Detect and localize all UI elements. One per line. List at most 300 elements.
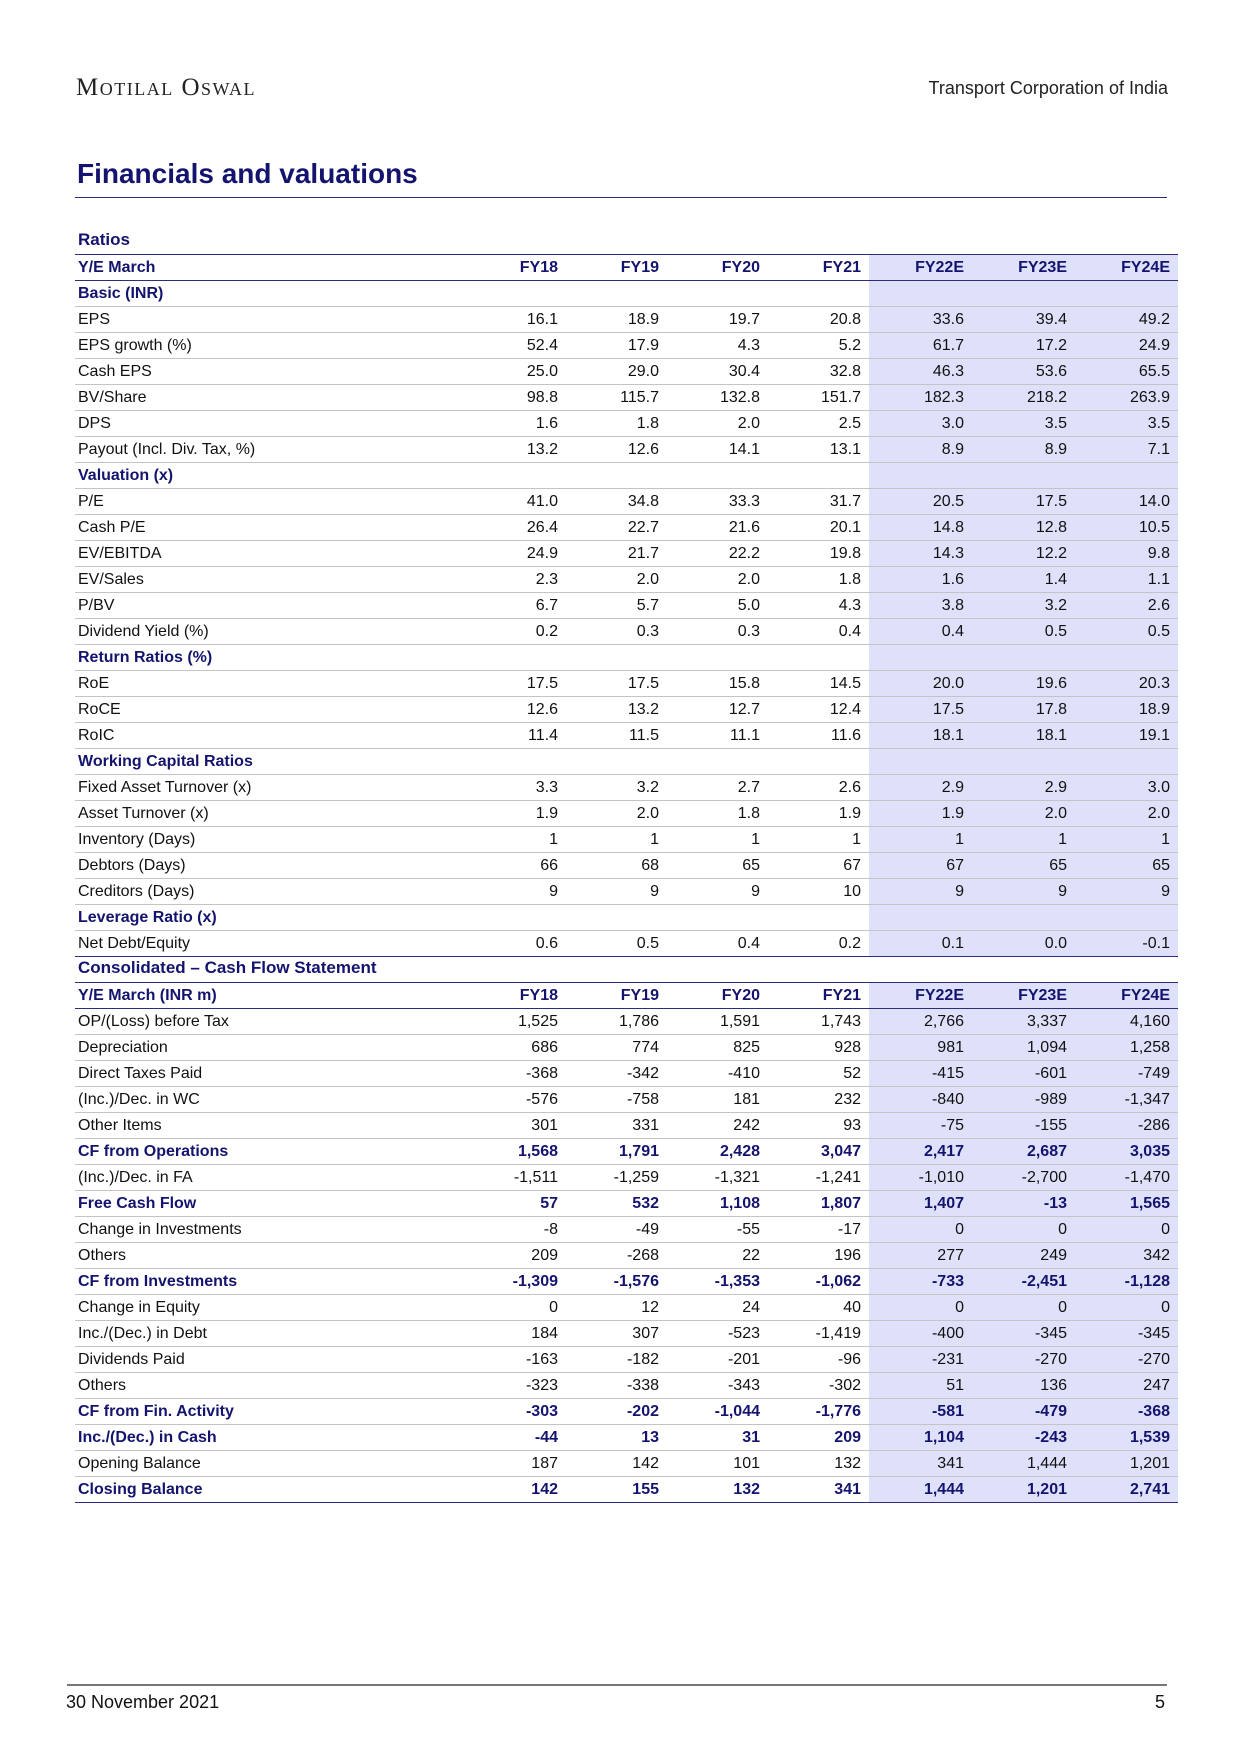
cell-fy22e: 1.6	[869, 567, 972, 593]
cell-fy23e: 12.8	[972, 515, 1075, 541]
table-row	[75, 307, 1178, 333]
cell-fy20: 31	[667, 1425, 768, 1451]
table-row	[75, 567, 1178, 593]
row-label: Change in Equity	[75, 1295, 465, 1321]
cell-fy20: -55	[667, 1217, 768, 1243]
cell-fy22e: 2,766	[869, 1009, 972, 1035]
row-label: Free Cash Flow	[75, 1191, 465, 1217]
row-label: Debtors (Days)	[75, 853, 465, 879]
cell-fy21: 67	[768, 853, 869, 879]
cell-fy23e: -155	[972, 1113, 1075, 1139]
cell-fy24e: 247	[1075, 1373, 1178, 1399]
cell-fy24e: -0.1	[1075, 931, 1178, 957]
table-row	[75, 1451, 1178, 1477]
cell-fy24e: 10.5	[1075, 515, 1178, 541]
cell-fy18: 57	[465, 1191, 566, 1217]
table-row	[75, 1191, 1178, 1217]
cell-fy22e: -400	[869, 1321, 972, 1347]
cell-fy20: 4.3	[667, 333, 768, 359]
cell-fy22e: 14.3	[869, 541, 972, 567]
cell-fy21: 5.2	[768, 333, 869, 359]
cell-fy21: 13.1	[768, 437, 869, 463]
row-label: OP/(Loss) before Tax	[75, 1009, 465, 1035]
cell-fy23e	[972, 905, 1075, 931]
cell-fy20: -343	[667, 1373, 768, 1399]
table-row	[75, 671, 1178, 697]
cell-fy21: 32.8	[768, 359, 869, 385]
cell-fy24e	[1075, 281, 1178, 307]
table-row	[75, 541, 1178, 567]
cell-fy19: -338	[566, 1373, 667, 1399]
cell-fy21: 31.7	[768, 489, 869, 515]
cell-fy20: 30.4	[667, 359, 768, 385]
table-row	[75, 437, 1178, 463]
cell-fy22e: 3.8	[869, 593, 972, 619]
row-label: Dividend Yield (%)	[75, 619, 465, 645]
cell-fy21: -96	[768, 1347, 869, 1373]
cell-fy21: 52	[768, 1061, 869, 1087]
row-label: Opening Balance	[75, 1451, 465, 1477]
cell-fy18	[465, 645, 566, 671]
row-label: Others	[75, 1373, 465, 1399]
cell-fy18: 26.4	[465, 515, 566, 541]
cell-fy19: 3.2	[566, 775, 667, 801]
cell-fy19: -268	[566, 1243, 667, 1269]
cell-fy22e: -840	[869, 1087, 972, 1113]
cell-fy18: 41.0	[465, 489, 566, 515]
column-header-fy24e: FY24E	[1075, 255, 1178, 281]
table-row	[75, 333, 1178, 359]
cell-fy19: -1,576	[566, 1269, 667, 1295]
row-label: Basic (INR)	[75, 281, 465, 307]
row-label: Fixed Asset Turnover (x)	[75, 775, 465, 801]
cell-fy23e: 3.2	[972, 593, 1075, 619]
cell-fy24e: 0	[1075, 1217, 1178, 1243]
cell-fy19: 0.5	[566, 931, 667, 957]
cell-fy18: 686	[465, 1035, 566, 1061]
cell-fy20: 2.0	[667, 411, 768, 437]
table-row	[75, 515, 1178, 541]
table-group-row	[75, 463, 1178, 489]
cell-fy23e: 1,094	[972, 1035, 1075, 1061]
page-number: 5	[1154, 1692, 1165, 1712]
cell-fy23e: -270	[972, 1347, 1075, 1373]
cell-fy20: 2.0	[667, 567, 768, 593]
cell-fy24e: 1,565	[1075, 1191, 1178, 1217]
cell-fy19: 9	[566, 879, 667, 905]
cell-fy21: 928	[768, 1035, 869, 1061]
row-label: CF from Operations	[75, 1139, 465, 1165]
cell-fy19: -202	[566, 1399, 667, 1425]
cell-fy21: 14.5	[768, 671, 869, 697]
cell-fy24e: -270	[1075, 1347, 1178, 1373]
cell-fy18: 0.6	[465, 931, 566, 957]
cell-fy22e: 1.9	[869, 801, 972, 827]
ratios-table	[75, 254, 1178, 957]
table-row	[75, 1347, 1178, 1373]
cell-fy24e: -286	[1075, 1113, 1178, 1139]
table-row	[75, 1113, 1178, 1139]
cell-fy23e: -243	[972, 1425, 1075, 1451]
cell-fy21: 10	[768, 879, 869, 905]
table-row	[75, 1295, 1178, 1321]
cell-fy20	[667, 463, 768, 489]
column-header-fy19: FY19	[566, 255, 667, 281]
cell-fy24e	[1075, 463, 1178, 489]
column-header-fy20: FY20	[667, 255, 768, 281]
cell-fy22e: -75	[869, 1113, 972, 1139]
cell-fy24e: 342	[1075, 1243, 1178, 1269]
cell-fy18: 13.2	[465, 437, 566, 463]
cell-fy20: -201	[667, 1347, 768, 1373]
row-label: Creditors (Days)	[75, 879, 465, 905]
row-label: Payout (Incl. Div. Tax, %)	[75, 437, 465, 463]
table-row	[75, 1035, 1178, 1061]
cashflow-table	[75, 982, 1178, 1503]
cell-fy19: 1.8	[566, 411, 667, 437]
cell-fy20: 242	[667, 1113, 768, 1139]
table-row	[75, 1243, 1178, 1269]
row-label: CF from Investments	[75, 1269, 465, 1295]
cell-fy20: -1,321	[667, 1165, 768, 1191]
cell-fy19: 774	[566, 1035, 667, 1061]
cell-fy22e: 0	[869, 1295, 972, 1321]
cell-fy19: -1,259	[566, 1165, 667, 1191]
cell-fy21: 11.6	[768, 723, 869, 749]
cell-fy21: 196	[768, 1243, 869, 1269]
cell-fy24e: -1,470	[1075, 1165, 1178, 1191]
cell-fy21: 2.6	[768, 775, 869, 801]
cell-fy22e: 20.0	[869, 671, 972, 697]
cell-fy20: 33.3	[667, 489, 768, 515]
row-label: Others	[75, 1243, 465, 1269]
cell-fy23e: 1	[972, 827, 1075, 853]
cell-fy18: 16.1	[465, 307, 566, 333]
company-name: Transport Corporation of India	[928, 78, 1168, 98]
cell-fy20: 2,428	[667, 1139, 768, 1165]
ratios-section-title: Ratios	[78, 230, 130, 249]
cell-fy21: 1.8	[768, 567, 869, 593]
cell-fy20: 15.8	[667, 671, 768, 697]
cell-fy19: 17.9	[566, 333, 667, 359]
cell-fy24e: 3.5	[1075, 411, 1178, 437]
table-header-row	[75, 983, 1178, 1009]
table-row	[75, 1477, 1178, 1503]
cell-fy21: 2.5	[768, 411, 869, 437]
cell-fy21: 12.4	[768, 697, 869, 723]
cell-fy20	[667, 281, 768, 307]
table-row	[75, 385, 1178, 411]
cell-fy19: 115.7	[566, 385, 667, 411]
cell-fy23e: 17.5	[972, 489, 1075, 515]
cell-fy21: 20.8	[768, 307, 869, 333]
cell-fy19: 2.0	[566, 801, 667, 827]
cell-fy19: -342	[566, 1061, 667, 1087]
cell-fy20: 101	[667, 1451, 768, 1477]
cell-fy19	[566, 281, 667, 307]
cell-fy18	[465, 905, 566, 931]
row-label: BV/Share	[75, 385, 465, 411]
cell-fy18: 301	[465, 1113, 566, 1139]
cell-fy21: 151.7	[768, 385, 869, 411]
table-row	[75, 619, 1178, 645]
table-row	[75, 827, 1178, 853]
cell-fy18: -323	[465, 1373, 566, 1399]
cell-fy18: 1.6	[465, 411, 566, 437]
cell-fy22e	[869, 463, 972, 489]
cell-fy19: 331	[566, 1113, 667, 1139]
row-label: Dividends Paid	[75, 1347, 465, 1373]
cell-fy18: 66	[465, 853, 566, 879]
cell-fy22e: 9	[869, 879, 972, 905]
table-row	[75, 593, 1178, 619]
cell-fy18: 98.8	[465, 385, 566, 411]
cell-fy23e: 39.4	[972, 307, 1075, 333]
cell-fy23e: 18.1	[972, 723, 1075, 749]
cell-fy20	[667, 905, 768, 931]
cell-fy19: 13.2	[566, 697, 667, 723]
cell-fy23e: -601	[972, 1061, 1075, 1087]
cell-fy24e: 263.9	[1075, 385, 1178, 411]
cell-fy21: 20.1	[768, 515, 869, 541]
cell-fy21: -1,776	[768, 1399, 869, 1425]
cell-fy23e: 0	[972, 1295, 1075, 1321]
table-group-row	[75, 905, 1178, 931]
cell-fy23e: 3,337	[972, 1009, 1075, 1035]
column-header-fy22e: FY22E	[869, 255, 972, 281]
cell-fy18: 1,568	[465, 1139, 566, 1165]
cell-fy19: 17.5	[566, 671, 667, 697]
cell-fy23e: 2.0	[972, 801, 1075, 827]
cell-fy23e: 1,201	[972, 1477, 1075, 1503]
cell-fy22e: 1,104	[869, 1425, 972, 1451]
cell-fy19: 21.7	[566, 541, 667, 567]
cell-fy20: -1,044	[667, 1399, 768, 1425]
cell-fy20: 1,591	[667, 1009, 768, 1035]
row-label: DPS	[75, 411, 465, 437]
row-label: Inventory (Days)	[75, 827, 465, 853]
cell-fy23e	[972, 749, 1075, 775]
column-header-fy23e: FY23E	[972, 255, 1075, 281]
cell-fy18: 187	[465, 1451, 566, 1477]
cell-fy18: 0	[465, 1295, 566, 1321]
cell-fy23e: -479	[972, 1399, 1075, 1425]
cell-fy21: -302	[768, 1373, 869, 1399]
row-label: Asset Turnover (x)	[75, 801, 465, 827]
row-label: Change in Investments	[75, 1217, 465, 1243]
table-row	[75, 723, 1178, 749]
cashflow-section-title: Consolidated – Cash Flow Statement	[78, 958, 377, 977]
cell-fy23e: -2,451	[972, 1269, 1075, 1295]
table-row	[75, 411, 1178, 437]
row-label: P/E	[75, 489, 465, 515]
cell-fy19	[566, 645, 667, 671]
table-row	[75, 697, 1178, 723]
cell-fy20	[667, 645, 768, 671]
column-header-fy21: FY21	[768, 255, 869, 281]
cell-fy18: 25.0	[465, 359, 566, 385]
row-label: EPS	[75, 307, 465, 333]
cell-fy21	[768, 281, 869, 307]
cell-fy22e: 3.0	[869, 411, 972, 437]
cell-fy23e	[972, 281, 1075, 307]
column-header-fy23e: FY23E	[972, 983, 1075, 1009]
row-label: CF from Fin. Activity	[75, 1399, 465, 1425]
cell-fy22e: -1,010	[869, 1165, 972, 1191]
cell-fy22e	[869, 905, 972, 931]
cell-fy19: -49	[566, 1217, 667, 1243]
cell-fy24e: 65.5	[1075, 359, 1178, 385]
cell-fy18: 142	[465, 1477, 566, 1503]
column-header-label: Y/E March	[75, 255, 465, 281]
cell-fy20	[667, 749, 768, 775]
row-label: Working Capital Ratios	[75, 749, 465, 775]
cell-fy22e: 20.5	[869, 489, 972, 515]
cell-fy23e: 0.5	[972, 619, 1075, 645]
row-label: EV/EBITDA	[75, 541, 465, 567]
cell-fy24e: 1	[1075, 827, 1178, 853]
cell-fy23e: 65	[972, 853, 1075, 879]
cell-fy19: 155	[566, 1477, 667, 1503]
column-header-fy24e: FY24E	[1075, 983, 1178, 1009]
cell-fy24e: 1,258	[1075, 1035, 1178, 1061]
table-row	[75, 1009, 1178, 1035]
cell-fy22e: 341	[869, 1451, 972, 1477]
cell-fy19: -758	[566, 1087, 667, 1113]
cell-fy20: 0.4	[667, 931, 768, 957]
cell-fy21: 132	[768, 1451, 869, 1477]
cell-fy21	[768, 463, 869, 489]
cell-fy21	[768, 645, 869, 671]
cell-fy24e: 20.3	[1075, 671, 1178, 697]
cell-fy18: -1,511	[465, 1165, 566, 1191]
cell-fy18: 3.3	[465, 775, 566, 801]
cell-fy22e: 182.3	[869, 385, 972, 411]
row-label: Inc./(Dec.) in Debt	[75, 1321, 465, 1347]
cell-fy24e: 0	[1075, 1295, 1178, 1321]
cell-fy19: 18.9	[566, 307, 667, 333]
cell-fy18: -1,309	[465, 1269, 566, 1295]
row-label: Direct Taxes Paid	[75, 1061, 465, 1087]
cell-fy22e: 1,407	[869, 1191, 972, 1217]
table-header-row	[75, 255, 1178, 281]
footer-date: 30 November 2021	[66, 1692, 220, 1712]
cell-fy24e: 24.9	[1075, 333, 1178, 359]
cell-fy23e: -989	[972, 1087, 1075, 1113]
cell-fy23e: 12.2	[972, 541, 1075, 567]
cell-fy23e: 2.9	[972, 775, 1075, 801]
cell-fy22e: 2,417	[869, 1139, 972, 1165]
cell-fy18: -163	[465, 1347, 566, 1373]
cell-fy23e: 8.9	[972, 437, 1075, 463]
cell-fy19: 1,786	[566, 1009, 667, 1035]
cell-fy21: 93	[768, 1113, 869, 1139]
cell-fy19: -182	[566, 1347, 667, 1373]
cell-fy23e: -13	[972, 1191, 1075, 1217]
cell-fy23e: 0.0	[972, 931, 1075, 957]
cell-fy24e	[1075, 645, 1178, 671]
cell-fy24e: 1,201	[1075, 1451, 1178, 1477]
cell-fy23e	[972, 645, 1075, 671]
cell-fy22e: 51	[869, 1373, 972, 1399]
cell-fy20: 22.2	[667, 541, 768, 567]
row-label: Return Ratios (%)	[75, 645, 465, 671]
row-label: Cash EPS	[75, 359, 465, 385]
cell-fy21: 1.9	[768, 801, 869, 827]
cell-fy23e: -2,700	[972, 1165, 1075, 1191]
cell-fy23e: 9	[972, 879, 1075, 905]
cell-fy19: 34.8	[566, 489, 667, 515]
table-group-row	[75, 645, 1178, 671]
table-row	[75, 1321, 1178, 1347]
cell-fy22e: -733	[869, 1269, 972, 1295]
row-label: Closing Balance	[75, 1477, 465, 1503]
cell-fy20: 65	[667, 853, 768, 879]
cell-fy19: 29.0	[566, 359, 667, 385]
cell-fy24e	[1075, 905, 1178, 931]
cell-fy24e: -1,347	[1075, 1087, 1178, 1113]
cell-fy22e: 46.3	[869, 359, 972, 385]
cell-fy22e: 0.4	[869, 619, 972, 645]
cell-fy21: 0.4	[768, 619, 869, 645]
cell-fy22e: -231	[869, 1347, 972, 1373]
row-label: RoIC	[75, 723, 465, 749]
cell-fy20: -1,353	[667, 1269, 768, 1295]
row-label: Depreciation	[75, 1035, 465, 1061]
table-row	[75, 1217, 1178, 1243]
cell-fy22e	[869, 645, 972, 671]
cell-fy21: 40	[768, 1295, 869, 1321]
cell-fy19: 12.6	[566, 437, 667, 463]
cell-fy19: 1	[566, 827, 667, 853]
cell-fy18: 11.4	[465, 723, 566, 749]
cell-fy24e: 3.0	[1075, 775, 1178, 801]
cell-fy20: -523	[667, 1321, 768, 1347]
table-row	[75, 1425, 1178, 1451]
cell-fy21: 4.3	[768, 593, 869, 619]
cell-fy22e: 8.9	[869, 437, 972, 463]
title-divider	[75, 197, 1167, 198]
cell-fy23e: 136	[972, 1373, 1075, 1399]
cell-fy19: 307	[566, 1321, 667, 1347]
column-header-label: Y/E March (INR m)	[75, 983, 465, 1009]
table-group-row	[75, 749, 1178, 775]
cell-fy24e: -1,128	[1075, 1269, 1178, 1295]
cell-fy23e: 218.2	[972, 385, 1075, 411]
cell-fy22e: 1	[869, 827, 972, 853]
row-label: (Inc.)/Dec. in FA	[75, 1165, 465, 1191]
cell-fy24e: 2.0	[1075, 801, 1178, 827]
cell-fy18	[465, 463, 566, 489]
cell-fy24e: 9	[1075, 879, 1178, 905]
cell-fy22e: 277	[869, 1243, 972, 1269]
cell-fy19: 0.3	[566, 619, 667, 645]
row-label: RoCE	[75, 697, 465, 723]
table-row	[75, 1061, 1178, 1087]
cell-fy24e: 65	[1075, 853, 1178, 879]
cell-fy23e: 1,444	[972, 1451, 1075, 1477]
table-row	[75, 1087, 1178, 1113]
cell-fy22e: 18.1	[869, 723, 972, 749]
cell-fy22e: 17.5	[869, 697, 972, 723]
cell-fy22e: 0.1	[869, 931, 972, 957]
cell-fy20: 11.1	[667, 723, 768, 749]
row-label: Valuation (x)	[75, 463, 465, 489]
cell-fy24e: -345	[1075, 1321, 1178, 1347]
cell-fy23e: 249	[972, 1243, 1075, 1269]
cell-fy21: -1,419	[768, 1321, 869, 1347]
table-row	[75, 1373, 1178, 1399]
